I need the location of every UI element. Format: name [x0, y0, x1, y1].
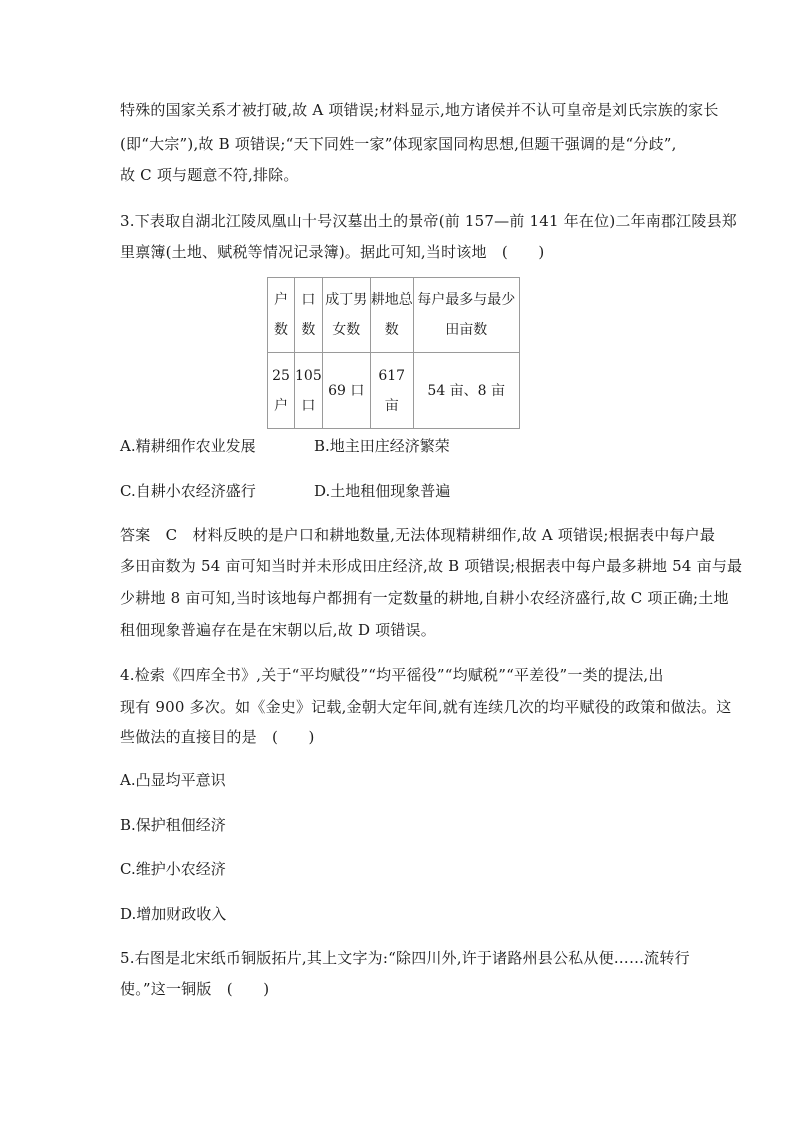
prev-answer-line-1: 特殊的国家关系才被打破,故 A 项错误;材料显示,地方诸侯并不认可皇帝是刘氏宗族的家长: [120, 101, 719, 119]
q4-option-d: D.增加财政收入: [120, 905, 227, 923]
q4-option-b: B.保护租佃经济: [120, 816, 226, 834]
q3-answer-line-2: 多田亩数为 54 亩可知当时并未形成田庄经济,故 B 项错误;根据表中每户最多耕地 54 亩与最: [120, 557, 743, 575]
q3-option-a: A.精耕细作农业发展: [120, 437, 256, 455]
table-row: [268, 353, 520, 429]
header-adults: 成丁男 女数: [322, 278, 370, 353]
header-total-farmland: 耕地总 数: [370, 278, 413, 353]
q3-option-b: B.地主田庄经济繁荣: [314, 437, 450, 455]
q4-stem-line-1: 4.检索《四库全书》,关于“平均赋役”“均平徭役”“均赋税”“平差役”一类的提法,出: [120, 666, 664, 684]
q3-option-c: C.自耕小农经济盛行: [120, 482, 256, 500]
header-population: 口 数: [295, 278, 323, 353]
q4-stem-line-3: 些做法的直接目的是 ( ): [120, 728, 315, 746]
q4-stem-line-2: 现有 900 多次。如《金史》记载,金朝大定年间,就有连续几次的均平赋役的政策和做法。这: [120, 698, 732, 716]
cell-total-farmland: 617 亩: [370, 353, 413, 429]
q3-option-d: D.土地租佃现象普遍: [314, 482, 451, 500]
table-header-row: [268, 278, 520, 353]
household-table: [267, 277, 520, 429]
prev-answer-line-3: 故 C 项与题意不符,排除。: [120, 166, 299, 184]
q3-answer-line-4: 租佃现象普遍存在是在宋朝以后,故 D 项错误。: [120, 621, 436, 639]
prev-answer-line-2: (即“大宗”),故 B 项错误;“天下同姓一家”体现家国同构思想,但题干强调的是“分歧”,: [120, 135, 677, 153]
q5-stem-line-2: 使。”这一铜版 ( ): [120, 980, 270, 998]
q3-stem-line-2: 里禀簿(土地、赋税等情况记录簿)。据此可知,当时该地 ( ): [120, 243, 545, 261]
q4-option-a: A.凸显均平意识: [120, 771, 226, 789]
cell-population: 105 口: [295, 353, 323, 429]
header-max-min-land: 每户最多与最少 田亩数: [413, 278, 519, 353]
q5-stem-line-1: 5.右图是北宋纸币铜版拓片,其上文字为:“除四川外,许于诸路州县公私从便……流转行: [120, 949, 690, 967]
header-households: 户 数: [268, 278, 295, 353]
cell-adults: 69 口: [322, 353, 370, 429]
cell-households: 25 户: [268, 353, 295, 429]
cell-max-min-land: 54 亩、8 亩: [413, 353, 519, 429]
q3-answer-line-1: 答案 C 材料反映的是户口和耕地数量,无法体现精耕细作,故 A 项错误;根据表中每户最: [120, 526, 716, 544]
q3-stem-line-1: 3.下表取自湖北江陵凤凰山十号汉墓出土的景帝(前 157—前 141 年在位)二年南郡江陵县郑: [120, 212, 737, 230]
q3-answer-line-3: 少耕地 8 亩可知,当时该地每户都拥有一定数量的耕地,自耕小农经济盛行,故 C 项正确;土地: [120, 589, 729, 607]
q4-option-c: C.维护小农经济: [120, 860, 226, 878]
